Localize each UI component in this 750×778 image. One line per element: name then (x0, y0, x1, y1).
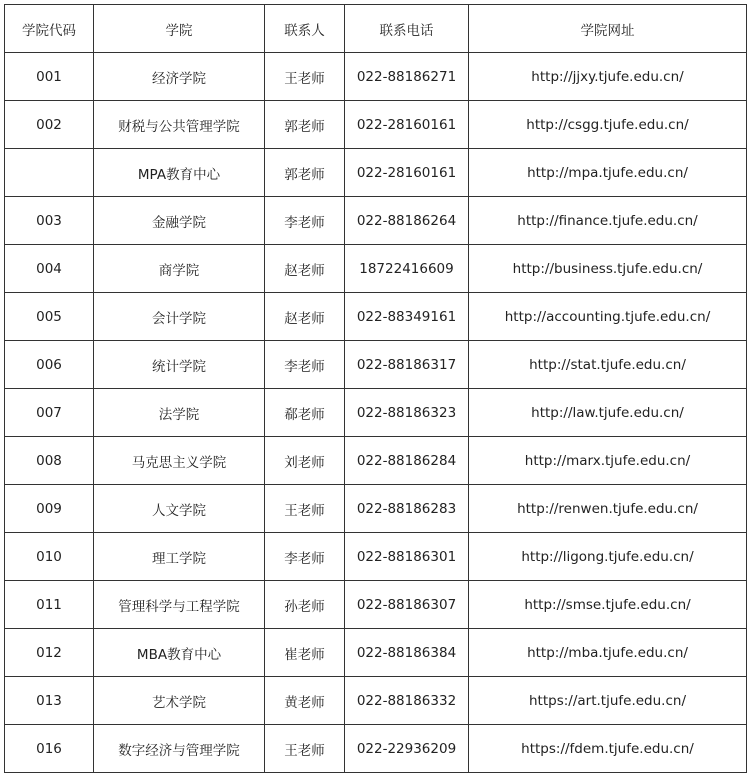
header-college-code: 学院代码 (5, 5, 94, 53)
college-name-cell: 人文学院 (94, 485, 265, 533)
contact-phone-cell: 022-88186264 (345, 197, 469, 245)
contact-phone-cell: 022-28160161 (345, 101, 469, 149)
college-code-cell: 009 (5, 485, 94, 533)
college-website-cell: http://jjxy.tjufe.edu.cn/ (469, 53, 747, 101)
contact-person-cell: 黄老师 (265, 677, 345, 725)
college-website-cell: http://finance.tjufe.edu.cn/ (469, 197, 747, 245)
contact-person-cell: 王老师 (265, 725, 345, 773)
college-website-cell: http://business.tjufe.edu.cn/ (469, 245, 747, 293)
college-website-cell: http://law.tjufe.edu.cn/ (469, 389, 747, 437)
college-website-cell: http://renwen.tjufe.edu.cn/ (469, 485, 747, 533)
table-row (5, 581, 747, 629)
contact-person-cell: 郭老师 (265, 101, 345, 149)
college-code-cell: 005 (5, 293, 94, 341)
table-row (5, 389, 747, 437)
college-code-cell: 010 (5, 533, 94, 581)
contact-phone-cell: 022-88186307 (345, 581, 469, 629)
contact-person-cell: 王老师 (265, 485, 345, 533)
college-code-cell: 001 (5, 53, 94, 101)
contact-person-cell: 郗老师 (265, 389, 345, 437)
college-name-cell: MBA教育中心 (94, 629, 265, 677)
college-website-cell: http://ligong.tjufe.edu.cn/ (469, 533, 747, 581)
college-name-cell: MPA教育中心 (94, 149, 265, 197)
contact-phone-cell: 022-88186301 (345, 533, 469, 581)
table-row (5, 677, 747, 725)
contact-person-cell: 孙老师 (265, 581, 345, 629)
table-row (5, 149, 747, 197)
header-contact-phone: 联系电话 (345, 5, 469, 53)
contact-person-cell: 刘老师 (265, 437, 345, 485)
college-name-cell: 马克思主义学院 (94, 437, 265, 485)
college-code-cell: 007 (5, 389, 94, 437)
contact-phone-cell: 022-22936209 (345, 725, 469, 773)
header-college-name: 学院 (94, 5, 265, 53)
college-website-cell: http://smse.tjufe.edu.cn/ (469, 581, 747, 629)
contact-phone-cell: 022-88186283 (345, 485, 469, 533)
table-row (5, 197, 747, 245)
college-code-cell: 002 (5, 101, 94, 149)
header-college-website: 学院网址 (469, 5, 747, 53)
contact-phone-cell: 022-88186284 (345, 437, 469, 485)
contact-person-cell: 李老师 (265, 197, 345, 245)
contact-person-cell: 赵老师 (265, 293, 345, 341)
table-row (5, 725, 747, 773)
college-name-cell: 法学院 (94, 389, 265, 437)
table-row (5, 245, 747, 293)
college-code-cell (5, 149, 94, 197)
table-row (5, 293, 747, 341)
college-name-cell: 经济学院 (94, 53, 265, 101)
table-row (5, 341, 747, 389)
header-contact-person: 联系人 (265, 5, 345, 53)
table-body (5, 53, 747, 773)
college-name-cell: 数字经济与管理学院 (94, 725, 265, 773)
college-name-cell: 统计学院 (94, 341, 265, 389)
contact-person-cell: 李老师 (265, 533, 345, 581)
contact-phone-cell: 022-88349161 (345, 293, 469, 341)
college-name-cell: 理工学院 (94, 533, 265, 581)
college-code-cell: 006 (5, 341, 94, 389)
college-code-cell: 008 (5, 437, 94, 485)
table-row (5, 533, 747, 581)
college-code-cell: 013 (5, 677, 94, 725)
table-row (5, 485, 747, 533)
contact-person-cell: 赵老师 (265, 245, 345, 293)
table-row (5, 101, 747, 149)
college-code-cell: 011 (5, 581, 94, 629)
college-code-cell: 003 (5, 197, 94, 245)
college-website-cell: http://accounting.tjufe.edu.cn/ (469, 293, 747, 341)
college-website-cell: http://csgg.tjufe.edu.cn/ (469, 101, 747, 149)
college-website-cell: http://stat.tjufe.edu.cn/ (469, 341, 747, 389)
college-code-cell: 012 (5, 629, 94, 677)
college-contact-table-container (4, 4, 746, 774)
college-website-cell: https://fdem.tjufe.edu.cn/ (469, 725, 747, 773)
college-contact-table (4, 4, 747, 773)
college-name-cell: 财税与公共管理学院 (94, 101, 265, 149)
contact-phone-cell: 022-28160161 (345, 149, 469, 197)
college-website-cell: http://mba.tjufe.edu.cn/ (469, 629, 747, 677)
college-code-cell: 004 (5, 245, 94, 293)
contact-phone-cell: 18722416609 (345, 245, 469, 293)
table-row (5, 437, 747, 485)
college-website-cell: http://marx.tjufe.edu.cn/ (469, 437, 747, 485)
college-name-cell: 艺术学院 (94, 677, 265, 725)
college-name-cell: 管理科学与工程学院 (94, 581, 265, 629)
contact-phone-cell: 022-88186317 (345, 341, 469, 389)
college-website-cell: http://mpa.tjufe.edu.cn/ (469, 149, 747, 197)
contact-phone-cell: 022-88186384 (345, 629, 469, 677)
contact-person-cell: 崔老师 (265, 629, 345, 677)
contact-person-cell: 李老师 (265, 341, 345, 389)
contact-person-cell: 郭老师 (265, 149, 345, 197)
contact-phone-cell: 022-88186323 (345, 389, 469, 437)
college-name-cell: 会计学院 (94, 293, 265, 341)
table-header-row (5, 5, 747, 53)
table-row (5, 53, 747, 101)
contact-person-cell: 王老师 (265, 53, 345, 101)
college-name-cell: 商学院 (94, 245, 265, 293)
college-code-cell: 016 (5, 725, 94, 773)
college-website-cell: https://art.tjufe.edu.cn/ (469, 677, 747, 725)
contact-phone-cell: 022-88186271 (345, 53, 469, 101)
table-row (5, 629, 747, 677)
college-name-cell: 金融学院 (94, 197, 265, 245)
contact-phone-cell: 022-88186332 (345, 677, 469, 725)
